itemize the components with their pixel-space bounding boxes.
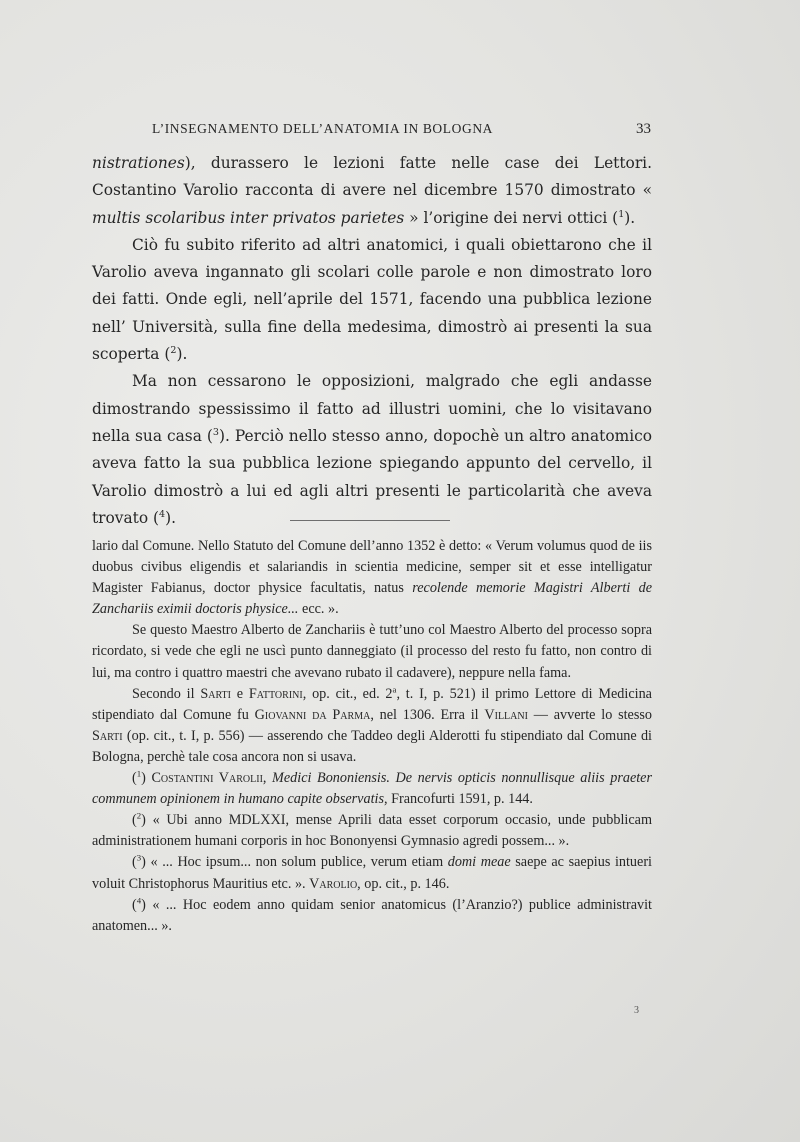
text-run: , t. I, p. 521) il primo Lettore di Medicina stipendiato dal Comune fu	[92, 685, 652, 723]
footnote-2: ($^2$) « Ubi anno MDLXXI, mense Aprili data esset corporum occasio, unde pubblicam administrationem humani corporis in hoc Bononyensi Gymnasio agredi possem... ».	[92, 810, 652, 850]
text-run: ecc. ».	[298, 601, 339, 618]
printer-signature-mark: 3	[634, 1005, 639, 1016]
footnote-mark: 4	[136, 894, 142, 905]
text-run: ,	[262, 770, 273, 787]
footnote-divider	[290, 520, 450, 521]
author-name: Varolio	[309, 875, 358, 892]
latin-quote: recolende memorie Magistri Alberti de Zanchariis eximii doctoris physice...	[92, 580, 652, 618]
text-run: » l’origine dei nervi ottici (	[404, 208, 619, 227]
footnote-ref-3: 3	[212, 426, 219, 438]
text-run: ). Perciò nello stesso anno, dopochè un altro anatomico aveva fatto la sua pubblica lezione spiegando appunto del cervello, il Varolio dimostrò a lui ed agli altri presenti le particolarità che aveva trovato (	[92, 426, 653, 527]
footnote-ref-4: 4	[159, 508, 166, 520]
footnote-ref-1: 1	[618, 208, 625, 220]
book-title: Medici Bononiensis. De nervis opticis nonnullisque aliis praeter communem opinionem in humano capite observatis	[92, 770, 652, 808]
footnotes	[92, 536, 652, 937]
text-run: Secondo il	[132, 685, 201, 702]
footnote-ref-2: 2	[170, 344, 177, 356]
text-run: ).	[624, 208, 636, 227]
italic-word: nistrationes	[92, 154, 185, 172]
page-number: 33	[636, 121, 651, 137]
main-text	[92, 150, 652, 532]
text-run: ), durassero le lezioni fatte nelle case dei Lettori. Costantino Varolio racconta di avere nel dicembre 1570 dimostrato «	[92, 154, 652, 200]
text-run: Ma non cessarono le opposizioni, malgrado che egli andasse dimostrando spessissimo il fatto ad illustri uomini, che lo visitavano nella sua casa (	[92, 372, 652, 445]
text-run: « ... Hoc eodem anno quidam senior anatomicus (l’Aranzio?) publice administravit anatomen... ».	[92, 896, 652, 934]
text-run: ).	[165, 508, 177, 527]
text-run: « Ubi anno MDLXXI, mense Aprili data esset corporum occasio, unde pubblicam administrationem humani corporis in hoc Bononyensi Gymnasio agredi possem... ».	[92, 812, 652, 850]
text-run: (op. cit., t. I, p. 556) — asserendo che Taddeo degli Alderotti fu stipendiato dal Comune di Bologna, perchè tale cosa ancora non si usava.	[92, 727, 652, 765]
note-paragraph	[92, 684, 652, 768]
author-name: Fattorini	[248, 685, 303, 702]
text-run: « ... Hoc ipsum... non solum publice, verum etiam	[150, 854, 448, 871]
text-run: — avverte lo stesso	[527, 706, 652, 723]
author-name: Sarti	[92, 727, 123, 744]
running-header	[152, 121, 651, 143]
author-name: Costantini Varolii	[151, 770, 263, 787]
note-continuation	[92, 536, 652, 620]
note-paragraph	[92, 620, 652, 683]
footnote-3: ($^3$) « ... Hoc ipsum... non solum publice, verum etiam domi meae saepe ac saepius intueri voluit Christophorus Mauritius etc. ». Varolio, op. cit., p. 146.	[92, 852, 652, 892]
latin-quote: multis scolaribus inter privatos parietes	[92, 208, 405, 227]
author-name: Sarti	[200, 685, 231, 702]
running-title: L’INSEGNAMENTO DELL’ANATOMIA IN BOLOGNA	[152, 121, 494, 136]
paragraph-3	[92, 368, 652, 532]
footnote-mark: 3	[136, 852, 142, 863]
latin-quote: domi meae	[447, 854, 511, 871]
author-name: Giovanni da Parma	[254, 706, 371, 723]
paragraph-2	[92, 232, 652, 368]
paragraph-1	[92, 150, 652, 232]
author-name: Villani	[484, 706, 528, 723]
text-run: Ciò fu subito riferito ad altri anatomici, i quali obiettarono che il Varolio aveva ingannato gli scolari colle parole e non dimostrato loro dei fatti. Onde egli, nell’aprile del 1571, facendo una pubblica lezione nell’ Università, sulla fine della medesima, dimostrò ai presenti la sua scoperta (	[92, 235, 652, 364]
text-run: , nel 1306. Erra il	[370, 706, 485, 723]
text-run: , Francofurti 1591, p. 144.	[383, 791, 533, 808]
text-run: , op. cit., ed. 2	[302, 685, 393, 702]
text-run: saepe ac saepius intueri voluit Christophorus Mauritius etc. ».	[92, 854, 652, 892]
footnote-mark: 1	[136, 768, 142, 779]
text-run: lario dal Comune. Nello Statuto del Comune dell’anno 1352 è detto: « Verum volumus quod de iis duobus civibus eligendis et salariandis in scientia medicine, semper sit et esse intelligatur Magister Fabianus, doctor physice facultatis, natus	[92, 538, 652, 597]
footnote-1: ($^1$) Costantini Varolii, Medici Bononiensis. De nervis opticis nonnullisque aliis praeter communem opinionem in humano capite observatis, Francofurti 1591, p. 144.	[92, 768, 652, 808]
text-run: Se questo Maestro Alberto de Zanchariis è tutt’uno col Maestro Alberto del processo sopra ricordato, si vede che egli ne uscì punto danneggiato (il processo del resto fu fatto, non contro di lui, ma contro i quattro maestri che avevano rubato il cadavere), neppure nella fama.	[92, 622, 652, 681]
text-run: e	[230, 685, 249, 702]
footnote-4: ($^4$) « ... Hoc eodem anno quidam senior anatomicus (l’Aranzio?) publice administravit anatomen... ».	[92, 894, 652, 934]
text-run: , op. cit., p. 146.	[357, 875, 450, 892]
footnote-mark: 2	[136, 810, 142, 821]
superscript: a	[392, 683, 397, 694]
text-run: ).	[176, 345, 188, 364]
